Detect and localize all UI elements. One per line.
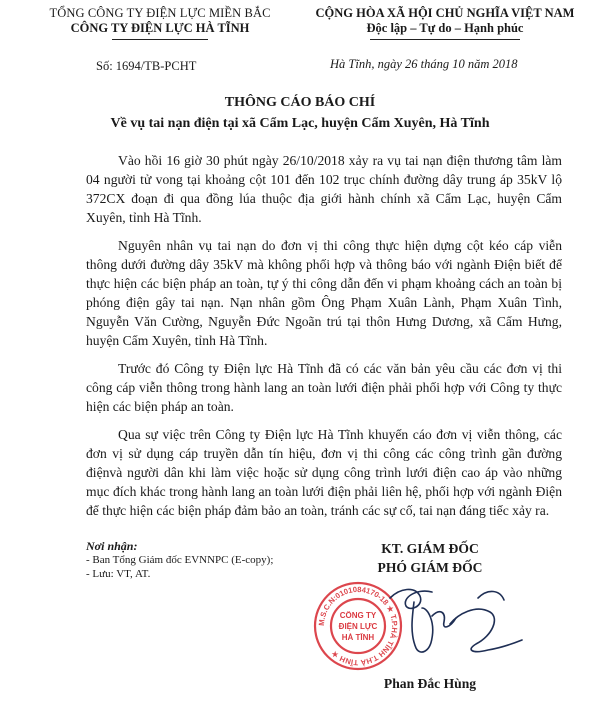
recipient-item: - Lưu: VT, AT.	[86, 568, 151, 580]
recipients-block	[86, 539, 273, 581]
national-motto: Độc lập – Tự do – Hạnh phúc	[366, 21, 524, 35]
document-title: THÔNG CÁO BÁO CHÍ	[224, 95, 376, 110]
document-subtitle: Về vụ tai nạn điện tại xã Cẩm Lạc, huyện Cẩm Xuyên, Hà Tĩnh	[110, 116, 490, 131]
stamp-ring-text: M.S.C.N:0101084170-18 ★ T.P.HÀ TĨNH T.HÀ TĨNH ★	[316, 584, 400, 668]
signature-title-block	[330, 539, 530, 577]
organization-name: CÔNG TY ĐIỆN LỰC HÀ TĨNH	[70, 21, 250, 35]
organization-header	[40, 6, 280, 40]
recipient-item: - Ban Tổng Giám đốc EVNNPC (E-copy);	[86, 554, 274, 566]
organization-underline	[112, 39, 208, 40]
parent-organization: TỔNG CÔNG TY ĐIỆN LỰC MIỀN BẮC	[49, 6, 271, 20]
republic-name: CỘNG HÒA XÃ HỘI CHỦ NGHĨA VIỆT NAM	[315, 6, 575, 20]
stamp-line-2: ĐIỆN LỰC	[338, 622, 378, 631]
recipients-title: Nơi nhận:	[86, 539, 138, 553]
body-paragraph: Vào hồi 16 giờ 30 phút ngày 26/10/2018 xảy ra vụ tai nạn điện thương tâm làm 04 người tử vong tại khoảng cột 101 đến 102 trục chính đường dây trung áp 35kV lộ 372CX đoạn đi qua đồng lúa thuộc địa giới hành chính xã Cẩm Lạc, huyện Cẩm Xuyên, tỉnh Hà Tĩnh.	[86, 153, 562, 225]
handwritten-signature	[380, 578, 530, 668]
body-paragraph: Trước đó Công ty Điện lực Hà Tĩnh đã có các văn bản yêu cầu các đơn vị thi công cáp viễn thông trong hành lang an toàn lưới điện phải phối hợp với Công ty thực hiện các biện pháp an toàn.	[86, 361, 562, 414]
stamp-line-1: CÔNG TY	[339, 611, 377, 620]
motto-underline	[370, 39, 520, 40]
document-number: Số: 1694/TB-PCHT	[96, 59, 197, 73]
body-paragraph: Qua sự việc trên Công ty Điện lực Hà Tĩnh khuyến cáo đơn vị viễn thông, các đơn vị sử dụng cáp truyền dẫn tín hiệu, đơn vị thi công các công trình gần đường điệnvà người dân khi làm việc hoặc sử dụng công trình lưới điện cao áp vào những mục đích khác trong hành lang an toàn lưới điện phải liên hệ, phối hợp với ngành Điện để thực hiện các biện pháp đảm bảo an toàn, tránh các sự cố, tai nạn đáng tiếc xảy ra.	[86, 427, 562, 518]
document-body	[86, 151, 562, 529]
signer-name: Phan Đắc Hùng	[383, 676, 477, 691]
place-and-date: Hà Tĩnh, ngày 26 tháng 10 năm 2018	[330, 57, 518, 71]
national-header	[300, 6, 590, 40]
stamp-line-3: HÀ TĨNH	[341, 633, 375, 642]
signer-position-2: PHÓ GIÁM ĐỐC	[377, 560, 483, 575]
signer-position-1: KT. GIÁM ĐỐC	[381, 541, 479, 556]
body-paragraph: Nguyên nhân vụ tai nạn do đơn vị thi công thực hiện dựng cột kéo cáp viễn thông dưới đường dây 35kV mà không phối hợp và thông báo với ngành Điện biết để thực hiện các biện pháp an toàn, tự ý thi công dẫn đến vi phạm khoảng cách an toàn bị phóng điện gây tai nạn. Nạn nhân gồm Ông Phạm Xuân Lành, Phạm Xuân Tình, Nguyễn Văn Cường, Nguyễn Đức Ngoãn trú tại thôn Hưng Dương, xã Cẩm Hưng, huyện Cẩm Xuyên, tỉnh Hà Tĩnh.	[86, 238, 562, 348]
